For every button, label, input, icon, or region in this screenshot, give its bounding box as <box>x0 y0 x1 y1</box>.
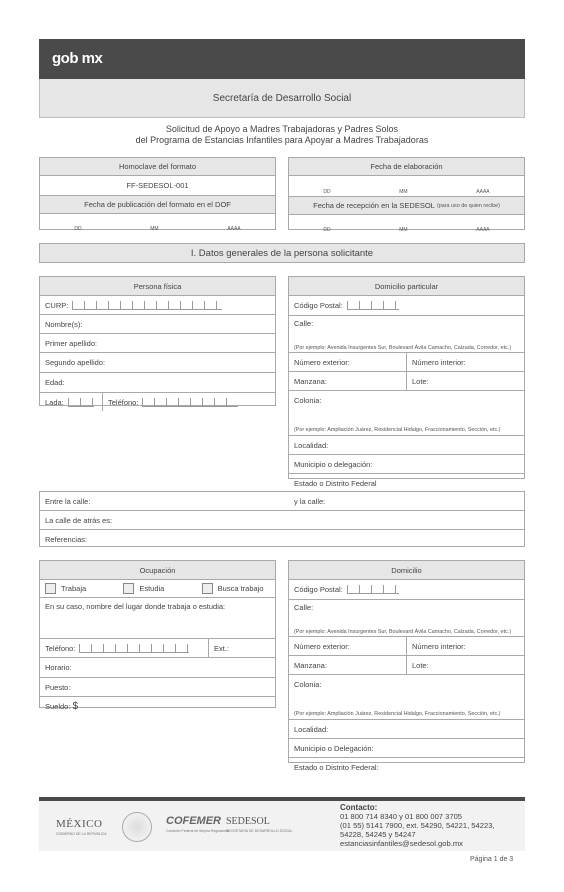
ocupacion-telefono-row <box>40 639 275 658</box>
num-int-field[interactable]: Número interior: <box>406 353 524 371</box>
horario-field[interactable]: Horario: <box>40 658 275 678</box>
puesto-field[interactable]: Puesto: <box>40 678 275 697</box>
elab-date-field[interactable]: DD MM AAAA <box>289 176 524 197</box>
sueldo-field[interactable]: Sueldo: $ <box>45 700 79 712</box>
ocupacion-options <box>40 580 275 598</box>
homoclave-header: Homoclave del formato <box>40 158 275 176</box>
entre-calles-row <box>40 492 524 511</box>
ocupacion-telefono-field[interactable]: Teléfono: <box>40 639 208 657</box>
domicilio-box <box>288 560 525 772</box>
agency-band: Secretaría de Desarrollo Social <box>39 79 525 118</box>
contact-phone2: (01 55) 5141 7900, ext. 54290, 54221, 54223, <box>340 821 495 830</box>
contact-phone3: 54228, 54245 y 54247 <box>340 830 416 839</box>
colonia2-field[interactable]: Colonia: (Por ejemplo: Ampliación Juárez, Residencial Hidalgo, Fraccionamiento, Sección, etc.) <box>289 675 524 720</box>
numero-row <box>289 353 524 372</box>
page-number: Página 1 de 3 <box>470 856 514 863</box>
domicilio-particular-box <box>288 276 525 488</box>
lote-field[interactable]: Lote: <box>406 372 524 390</box>
persona-fisica-header: Persona física <box>40 277 275 296</box>
manzana2-row <box>289 656 524 675</box>
lote2-field[interactable]: Lote: <box>406 656 524 674</box>
recep-date-header: Fecha de recepción en la SEDESOL (para uso de quien recibe) <box>289 197 524 215</box>
top-bar <box>39 39 525 79</box>
estudia-option[interactable]: Estudia <box>118 580 196 597</box>
localidad-field[interactable]: Localidad: <box>289 436 524 455</box>
national-seal-icon <box>122 812 152 842</box>
sedesol-logo-sub: SECRETARÍA DE DESARROLLO SOCIAL <box>226 829 293 833</box>
num-ext2-field[interactable]: Número exterior: <box>294 641 350 651</box>
cofemer-logo: COFEMER <box>166 815 221 827</box>
municipio2-field[interactable]: Municipio o Delegación: <box>289 739 524 758</box>
pub-date-field[interactable]: DD MM AAAA <box>74 226 241 232</box>
currency-sign: $ <box>72 700 79 712</box>
primer-apellido-field[interactable]: Primer apellido: <box>40 334 275 353</box>
num-int2-field[interactable]: Número interior: <box>406 637 524 655</box>
persona-fisica-box <box>39 276 276 406</box>
entre-calle-field[interactable]: Entre la calle: <box>45 496 91 506</box>
trabaja-option[interactable]: Trabaja <box>40 580 118 597</box>
municipio-field[interactable]: Municipio o delegación: <box>289 455 524 474</box>
contact-title: Contacto: <box>340 803 378 812</box>
edad-field[interactable]: Edad: <box>40 373 275 393</box>
referencias-box <box>39 491 525 547</box>
calle-atras-field[interactable]: La calle de atrás es: <box>40 511 524 530</box>
trabaja-checkbox[interactable] <box>45 583 56 594</box>
segundo-apellido-field[interactable]: Segundo apellido: <box>40 353 275 373</box>
busca-checkbox[interactable] <box>202 583 213 594</box>
sedesol-logo: SEDESOL <box>226 816 270 827</box>
mexico-logo-sub: GOBIERNO DE LA REPÚBLICA <box>56 832 107 836</box>
ext-field[interactable]: Ext.: <box>208 639 275 657</box>
num-ext-field[interactable]: Número exterior: <box>294 357 350 367</box>
form-title-line1: Solicitud de Apoyo a Madres Trabajadoras y Padres Solos <box>165 124 399 134</box>
dates-box <box>288 157 525 233</box>
lugar-field[interactable]: En su caso, nombre del lugar donde trabaja o estudia: <box>40 598 275 639</box>
estudia-checkbox[interactable] <box>123 583 134 594</box>
section1-header: I. Datos generales de la persona solicitante <box>39 243 525 263</box>
numero2-row <box>289 637 524 656</box>
cofemer-logo-sub: Comisión Federal de Mejora Regulatoria <box>166 829 229 833</box>
nombre-field[interactable]: Nombre(s): <box>40 315 275 334</box>
contact-info <box>340 803 495 848</box>
lada-field[interactable]: Lada: <box>40 393 102 411</box>
elab-date-header: Fecha de elaboración <box>289 158 524 176</box>
manzana-field[interactable]: Manzana: <box>294 376 327 386</box>
contact-phone1: 01 800 714 8340 y 01 800 007 3705 <box>340 812 463 821</box>
recep-date-field[interactable]: DD MM AAAA <box>323 227 490 233</box>
referencias-field[interactable]: Referencias: <box>45 534 88 544</box>
curp-boxes <box>72 301 222 310</box>
calle2-field[interactable]: Calle: (Por ejemplo: Avenida Insurgentes Sur, Boulevard Ávila Camacho, Calzada, Corredor, etc.) <box>289 600 524 637</box>
cp-field[interactable]: Código Postal: <box>289 296 524 316</box>
mexico-logo: MÉXICO <box>56 818 103 830</box>
format-info-box <box>39 157 276 230</box>
ocupacion-box <box>39 560 276 712</box>
manzana-row <box>289 372 524 391</box>
pub-date-header: Fecha de publicación del formato en el DOF <box>40 196 275 214</box>
domicilio-particular-header: Domicilio particular <box>289 277 524 296</box>
busca-option[interactable]: Busca trabajo <box>197 580 275 597</box>
contact-email[interactable]: estanciasinfantiles@sedesol.gob.mx <box>340 839 463 848</box>
curp-field[interactable]: CURP: <box>40 296 275 315</box>
domicilio-header: Domicilio <box>289 561 524 580</box>
form-title-line2: del Programa de Estancias Infantiles para Apoyar a Madres Trabajadoras <box>135 135 429 145</box>
colonia-field[interactable]: Colonia: (Por ejemplo: Ampliación Juárez, Residencial Hidalgo, Fraccionamiento, Sección, etc.) <box>289 391 524 436</box>
calle-field[interactable]: Calle: (Por ejemplo: Avenida Insurgentes Sur, Boulevard Ávila Camacho, Calzada, Corredor, etc.) <box>289 316 524 353</box>
localidad2-field[interactable]: Localidad: <box>289 720 524 739</box>
ocupacion-header: Ocupación <box>40 561 275 580</box>
estado2-field[interactable]: Estado o Distrito Federal: <box>294 762 379 772</box>
manzana2-field[interactable]: Manzana: <box>294 660 327 670</box>
lada-telefono-row <box>40 393 275 411</box>
telefono-field[interactable]: Teléfono: <box>102 393 275 411</box>
gobmx-logo: gob mx <box>52 50 103 67</box>
homoclave-value: FF-SEDESOL-001 <box>40 176 275 196</box>
y-calle-field[interactable]: y la calle: <box>294 496 326 506</box>
form-title <box>39 124 525 146</box>
estado-field[interactable]: Estado o Distrito Federal <box>294 478 377 488</box>
cp2-field[interactable]: Código Postal: <box>289 580 524 600</box>
